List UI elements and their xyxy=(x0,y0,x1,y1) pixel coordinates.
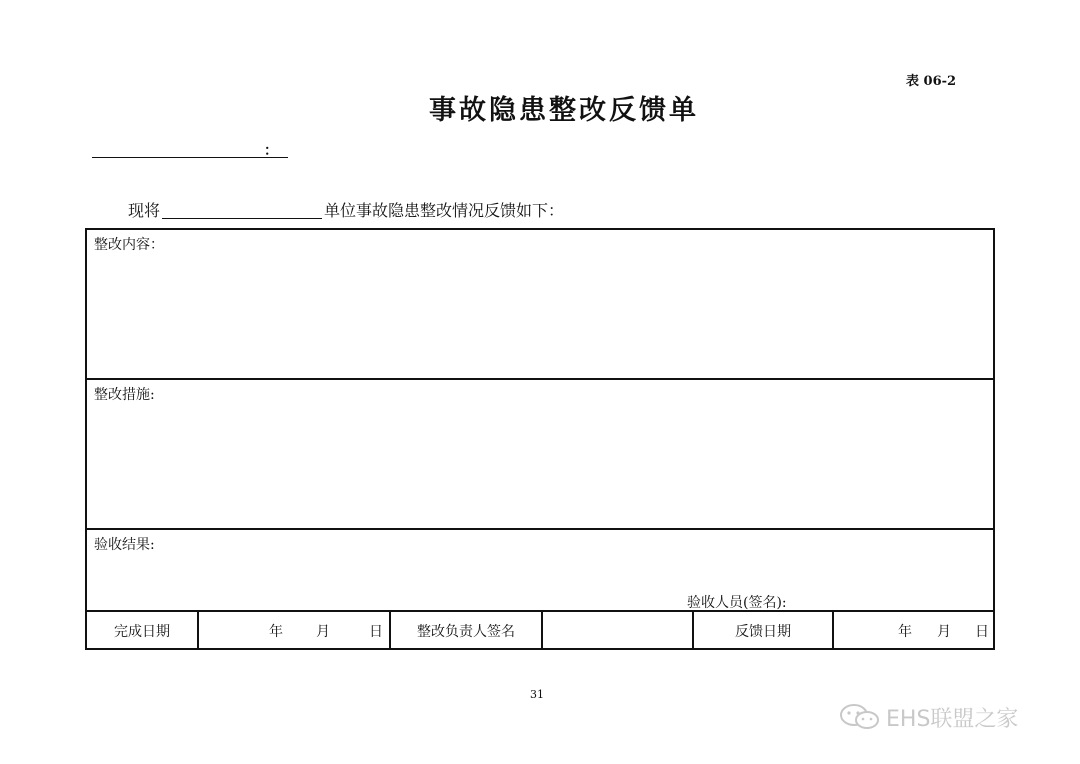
date-signature-row xyxy=(87,612,993,648)
completion-year-label: 年 xyxy=(269,624,283,640)
wechat-icon xyxy=(838,703,882,731)
rectification-measures-section xyxy=(87,380,993,530)
feedback-form-table xyxy=(85,228,995,650)
feedback-date-label: 反馈日期 xyxy=(735,624,791,640)
addressee-colon: ： xyxy=(264,143,278,159)
completion-date-label-cell xyxy=(87,612,199,648)
feedback-month-label: 月 xyxy=(937,624,951,640)
rectification-measures-label: 整改措施: xyxy=(94,387,155,403)
page-title: 事故隐患整改反馈单 xyxy=(429,95,699,126)
intro-prefix: 现将 xyxy=(128,201,161,220)
feedback-day-label: 日 xyxy=(975,624,989,640)
page-number: 31 xyxy=(530,688,544,701)
form-number: 表 06-2 xyxy=(906,74,957,89)
completion-date-label: 完成日期 xyxy=(114,624,170,640)
addressee-blank xyxy=(92,138,288,158)
watermark-text: EHS联盟之家 xyxy=(886,707,1019,732)
completion-date-cell xyxy=(199,612,391,648)
rectification-content-label: 整改内容： xyxy=(94,237,164,253)
responsible-signature-blank xyxy=(543,612,694,648)
intro-sentence xyxy=(128,198,564,221)
inspector-signature-label: 验收人员(签名): xyxy=(687,595,787,611)
watermark xyxy=(838,700,1058,734)
feedback-year-label: 年 xyxy=(898,624,912,640)
feedback-date-cell xyxy=(834,612,993,648)
unit-name-blank xyxy=(162,202,322,219)
completion-day-label: 日 xyxy=(369,624,383,640)
completion-month-label: 月 xyxy=(316,624,330,640)
feedback-date-label-cell xyxy=(694,612,834,648)
rectification-content-section xyxy=(87,230,993,380)
acceptance-result-label: 验收结果: xyxy=(94,537,155,553)
responsible-signature-label-cell xyxy=(391,612,543,648)
responsible-signature-label: 整改负责人签名 xyxy=(417,624,515,640)
acceptance-result-section xyxy=(87,530,993,612)
intro-suffix: 单位事故隐患整改情况反馈如下： xyxy=(324,201,565,220)
